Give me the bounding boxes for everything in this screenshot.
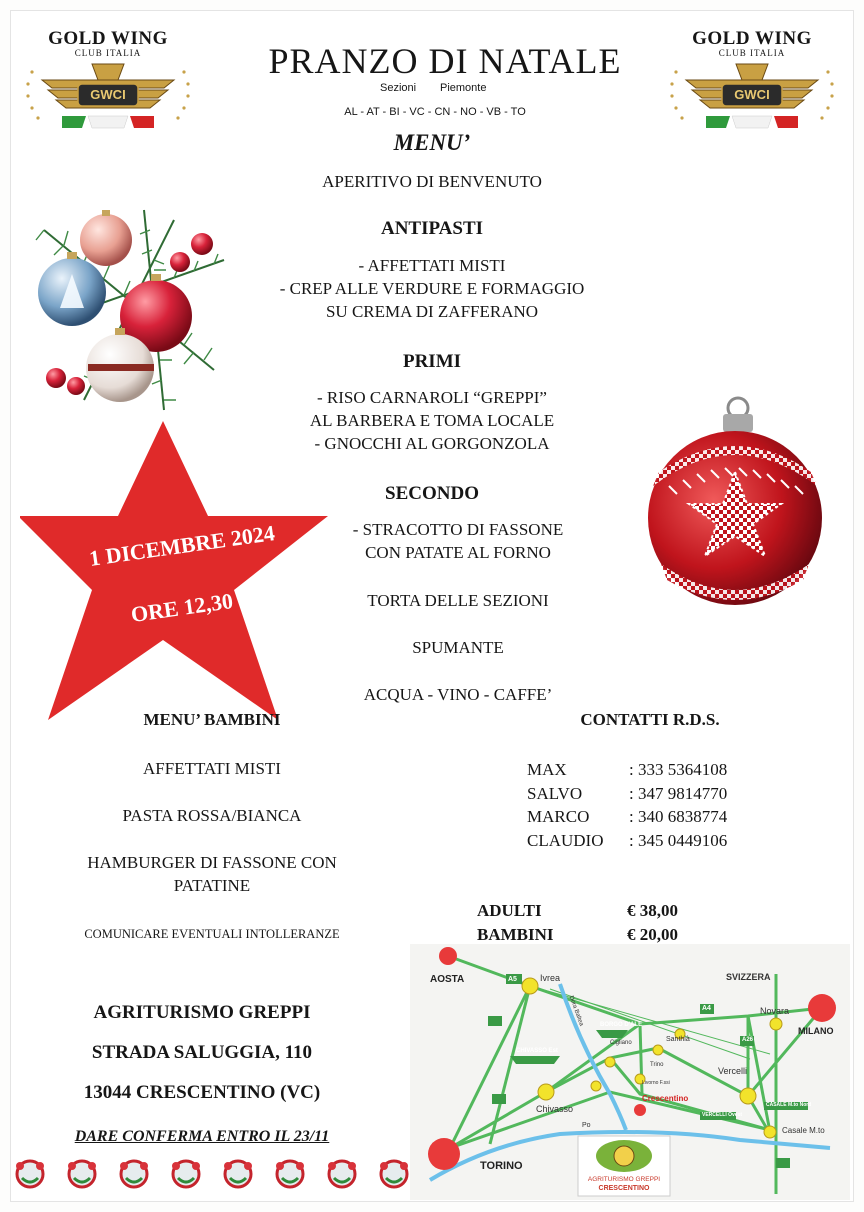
prices-block <box>477 899 737 947</box>
logo-right-subtitle: CLUB ITALIA <box>718 48 786 58</box>
map-label: Novara <box>760 1006 790 1016</box>
map-label: A5 <box>508 976 517 983</box>
kids-menu-item: HAMBURGER DI FASSONE CON <box>87 853 337 872</box>
provinces-list: AL - AT - BI - VC - CN - NO - VB - TO <box>344 106 526 118</box>
primi-item: - RISO CARNAROLI “GREPPI” <box>317 388 547 407</box>
map-label: CHIVASSO Est <box>516 1048 558 1054</box>
antipasti-item: - CREP ALLE VERDURE E FORMAGGIO <box>279 279 585 298</box>
map-label: Trino <box>650 1062 664 1068</box>
decorative-border-icon <box>12 1156 416 1192</box>
logo-right-title: GOLD WING <box>692 28 812 49</box>
logo-left <box>22 28 194 128</box>
secondo-item: CON PATATE AL FORNO <box>365 543 551 562</box>
map-label: BORGO D'ALE <box>600 1022 643 1028</box>
map-label: A26 <box>742 1037 754 1043</box>
event-date: 1 DICEMBRE 2024 <box>87 520 277 571</box>
price-label: BAMBINI <box>477 925 554 944</box>
map-sign-line2: CRESCENTINO <box>598 1185 650 1192</box>
map-label: Crescentino <box>642 1094 689 1103</box>
contact-phone[interactable]: : 340 6838774 <box>629 807 728 826</box>
contact-phone[interactable]: : 333 5364108 <box>629 760 728 779</box>
map-roads-icon <box>410 944 850 1200</box>
contact-phone[interactable]: : 347 9814770 <box>629 783 728 803</box>
logo-right <box>666 28 838 128</box>
confirm-deadline: DARE CONFERMA ENTRO IL 23/11 <box>74 1128 330 1145</box>
map-label: Livorno F.ssi <box>642 1080 670 1086</box>
primi-item: - GNOCCHI AL GORGONZOLA <box>314 434 550 453</box>
logo-left-badge: GWCI <box>90 87 126 102</box>
map-label: CASALE M.to Nord <box>766 1102 812 1108</box>
antipasti-item: - AFFETTATI MISTI <box>358 256 506 275</box>
contact-name: CLAUDIO <box>527 830 604 850</box>
kids-menu-item: PASTA ROSSA/BIANCA <box>122 806 302 825</box>
menu-title: MENU’ <box>393 130 471 155</box>
contacts-title: CONTATTI R.D.S. <box>580 710 720 729</box>
contact-row <box>527 829 787 853</box>
antipasti-item: SU CREMA DI ZAFFERANO <box>325 302 539 321</box>
menu-aperitivo: APERITIVO DI BENVENUTO <box>322 172 542 191</box>
kids-menu-title: MENU’ BAMBINI <box>143 710 281 729</box>
map-label: Casale M.to <box>782 1126 825 1135</box>
kids-menu-item: PATATINE <box>173 876 251 895</box>
contact-row <box>527 758 787 782</box>
contact-name: SALVO <box>527 783 583 803</box>
map-label: AOSTA <box>430 974 465 985</box>
map-label: Cigliano <box>610 1040 632 1046</box>
logo-left-subtitle: CLUB ITALIA <box>74 48 142 58</box>
map-label: Ivrea <box>540 973 561 983</box>
christmas-baubles-icon <box>24 200 234 415</box>
venue-street: STRADA SALUGGIA, 110 <box>91 1042 313 1063</box>
antipasti-heading: ANTIPASTI <box>380 218 484 239</box>
logo-right-badge: GWCI <box>734 87 770 102</box>
map-label: TORINO <box>480 1160 523 1172</box>
map-label: Chivasso <box>536 1104 574 1114</box>
price-value: € 38,00 <box>627 901 678 920</box>
map-label: MILANO <box>798 1026 834 1036</box>
map-sign-line1: AGRITURISMO GREPPI <box>587 1176 661 1183</box>
menu-spumante: SPUMANTE <box>412 638 504 657</box>
contacts-list <box>527 758 787 852</box>
map-label: Vercelli <box>718 1066 748 1076</box>
checkered-bauble-icon <box>643 394 827 608</box>
region-label: Piemonte <box>440 82 487 94</box>
contact-row <box>527 782 787 806</box>
price-value: € 20,00 <box>627 925 678 944</box>
contact-name: MAX <box>527 760 567 779</box>
contact-name: MARCO <box>527 807 590 826</box>
primi-item: AL BARBERA E TOMA LOCALE <box>309 411 555 430</box>
price-label: ADULTI <box>477 901 542 920</box>
map-label: SVIZZERA <box>726 972 771 982</box>
map-label: A4 <box>702 1005 711 1012</box>
intolerance-note: COMUNICARE EVENTUALI INTOLLERANZE <box>84 927 340 941</box>
map-label: Santhià <box>666 1036 690 1043</box>
map-label: Dora Baltea <box>567 995 585 1027</box>
menu-drinks: ACQUA - VINO - CAFFE’ <box>363 685 553 704</box>
location-map <box>410 944 850 1200</box>
secondo-heading: SECONDO <box>385 483 479 504</box>
logo-left-title: GOLD WING <box>48 28 168 49</box>
primi-heading: PRIMI <box>402 351 462 372</box>
menu-torta: TORTA DELLE SEZIONI <box>367 591 549 610</box>
venue-city: 13044 CRESCENTINO (VC) <box>83 1082 321 1103</box>
price-row <box>477 899 737 923</box>
secondo-item: - STRACOTTO DI FASSONE <box>352 520 564 539</box>
venue-name: AGRITURISMO GREPPI <box>93 1002 311 1023</box>
contact-phone[interactable]: : 345 0449106 <box>629 830 728 850</box>
contact-row <box>527 805 787 829</box>
sections-label: Sezioni <box>380 82 417 94</box>
map-label: Po <box>582 1122 591 1129</box>
kids-menu-item: AFFETTATI MISTI <box>143 759 281 778</box>
map-label: VERCELLI Ovest <box>702 1112 743 1118</box>
page-title: PRANZO DI NATALE <box>268 41 622 81</box>
event-time: ORE 12,30 <box>129 587 235 628</box>
